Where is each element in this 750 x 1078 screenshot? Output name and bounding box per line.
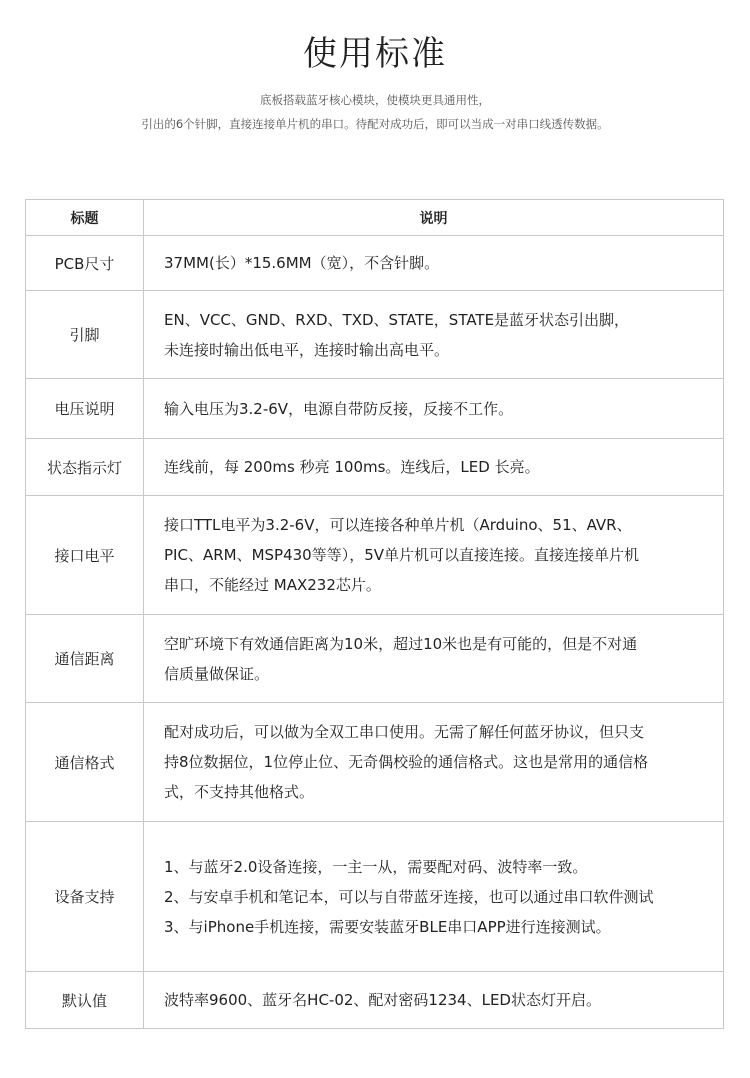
table-row [26,972,724,1029]
description-line: 2、与安卓手机和笔记本，可以与自带蓝牙连接，也可以通过串口软件测试 [164,887,654,906]
description-line: 式，不支持其他格式。 [164,783,315,801]
page-title: 使用标准 [303,34,447,74]
table-row [26,236,724,291]
row-label: 通信格式 [26,703,144,822]
subtitle-line-1: 底板搭载蓝牙核心模块，使模块更具通用性， [260,93,490,107]
table-row [26,822,724,972]
row-label: 通信距离 [26,615,144,703]
description-line: 空旷环境下有效通信距离为10米，超过10米也是有可能的，但是不对通 [164,634,638,653]
table-row [26,439,724,496]
row-label: 设备支持 [26,822,144,972]
description-line: EN、VCC、GND、RXD、TXD、STATE，STATE是蓝牙状态引出脚， [164,310,630,329]
row-description [144,972,724,1029]
table-row [26,496,724,615]
table-row [26,615,724,703]
row-label: 接口电平 [26,496,144,615]
table-row [26,379,724,439]
description-line: 接口TTL电平为3.2-6V，可以连接各种单片机（Arduino、51、AVR、 [164,516,632,534]
table-row [26,703,724,822]
row-description [144,236,724,291]
description-line: 持8位数据位，1位停止位、无奇偶校验的通信格式。这也是常用的通信格 [164,753,649,771]
description-line: 输入电压为3.2-6V，电源自带防反接，反接不工作。 [164,399,514,418]
header-description: 说明 [144,200,724,236]
description-line: 配对成功后，可以做为全双工串口使用。无需了解任何蓝牙协议，但只支 [164,723,645,741]
table-header-row [26,200,724,236]
row-description [144,291,724,379]
description-line: 连线前，每 200ms 秒亮 100ms。连线后，LED 长亮。 [164,458,540,476]
description-line: 信质量做保证。 [164,664,270,683]
description-line: 串口，不能经过 MAX232芯片。 [164,576,381,594]
row-label: 状态指示灯 [26,439,144,496]
row-description [144,439,724,496]
row-description [144,379,724,439]
row-label: PCB尺寸 [26,236,144,291]
subtitle-line-2: 引出的6个针脚，直接连接单片机的串口。待配对成功后，即可以当成一对串口线透传数据。 [141,117,609,131]
description-line: PIC、ARM、MSP430等等），5V单片机可以直接连接。直接连接单片机 [164,546,640,564]
row-description [144,496,724,615]
spec-table [25,199,724,1029]
row-label: 默认值 [26,972,144,1029]
description-line: 37MM(长）*15.6MM（宽），不含针脚。 [164,254,440,272]
table-row [26,291,724,379]
row-description [144,703,724,822]
description-line: 3、与iPhone手机连接，需要安装蓝牙BLE串口APP进行连接测试。 [164,917,611,936]
row-description [144,615,724,703]
row-label: 电压说明 [26,379,144,439]
description-line: 1、与蓝牙2.0设备连接，一主一从，需要配对码、波特率一致。 [164,857,588,876]
description-line: 波特率9600、蓝牙名HC-02、配对密码1234、LED状态灯开启。 [164,991,601,1009]
row-description [144,822,724,972]
description-line: 未连接时输出低电平，连接时输出高电平。 [164,340,450,359]
row-label: 引脚 [26,291,144,379]
header-title: 标题 [26,200,144,236]
page-header [0,0,750,136]
